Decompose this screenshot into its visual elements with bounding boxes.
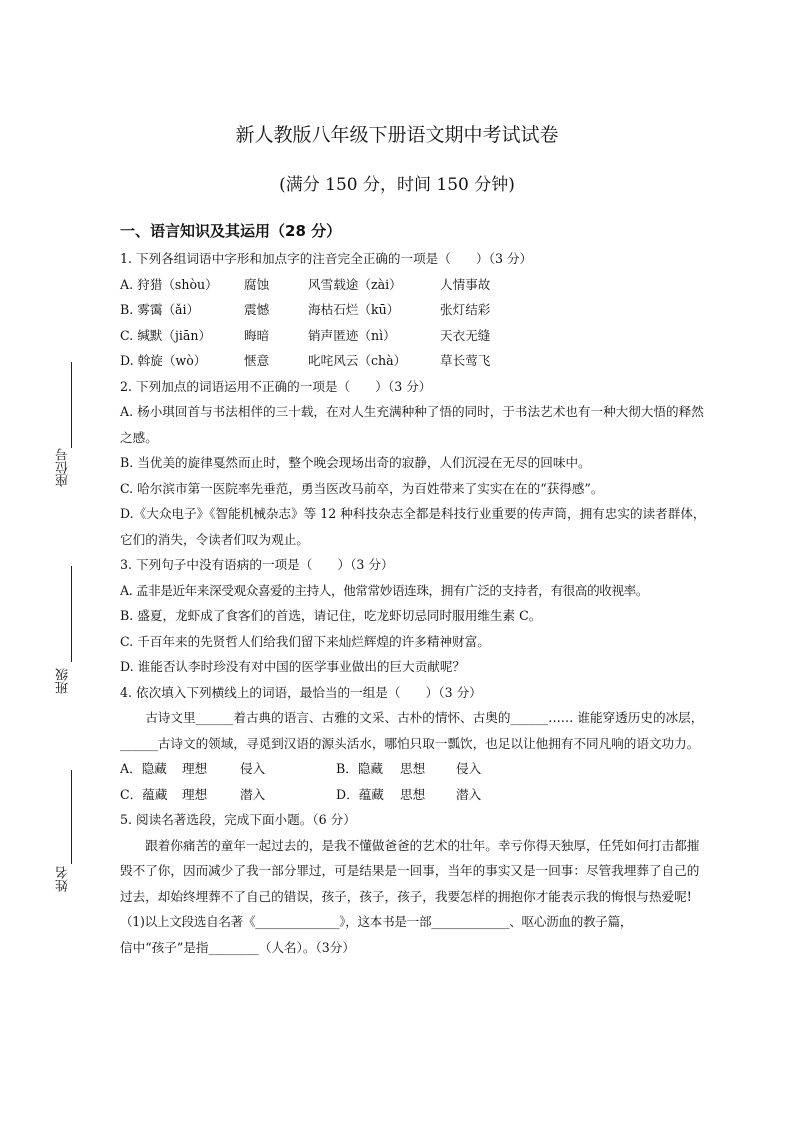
q1-d-4: 草长莺飞: [440, 353, 491, 368]
class-label: 班级: [56, 668, 71, 694]
q1-a-2: 腐蚀: [244, 276, 270, 292]
q1-option-b: [120, 297, 710, 323]
q3-option-c: C. 千百年来的先贤哲人们给我们留下来灿烂辉煌的许多精神财富。: [120, 633, 490, 649]
q1-c-4: 天衣无缝: [440, 327, 491, 343]
q4-options-row1: [120, 756, 710, 782]
q4-c-1: C．蕴藏: [120, 786, 168, 802]
q2-option-a: A. 杨小琪回首与书法相伴的三十载，在对人生充满种种了悟的同时，于书法艺术也有一种大彻大悟的释然之感。: [120, 404, 704, 445]
q4-a-1: A．隐藏: [120, 761, 167, 776]
q5-sub1-line2: 信中“孩子”是指________（人名）。（3分）: [120, 939, 355, 955]
q4-passage: 古诗文里______着古典的语言、古雅的文采、古朴的情怀、古奥的______…… 谁能穿透历史的冰层，______古诗文的领域，寻觅到汉语的源头活水，哪怕只取一瓢饮，也足以让他拥有不同凡响的语文功力。: [120, 710, 704, 751]
name-field: [54, 866, 72, 892]
q4-b-1: B．隐藏: [336, 761, 384, 776]
q5-sub1-line1: （1)以上文段选自名著《______________》，这本书是一部_____________、呕心沥血的教子篇，: [120, 914, 633, 929]
q4-d-2: 思想: [400, 786, 426, 802]
q1-c-3: 销声匿迹（nì）: [308, 327, 396, 343]
q4-options-row2: [120, 782, 710, 808]
q2-stem: 2. 下列加点的词语运用不正确的一项是（ ）（3 分）: [120, 378, 432, 394]
q1-option-d: [120, 348, 710, 374]
exam-subtitle: (满分 150 分，时间 150 分钟): [279, 175, 515, 195]
q3-option-a: A. 孟非是近年来深受观众喜爱的主持人，他常常妙语连珠，拥有广泛的支持者，有很高的收视率。: [120, 582, 649, 598]
q1-b-1: B. 雾霭（ǎi）: [120, 302, 200, 317]
q1-option-c: [120, 323, 710, 349]
class-underline: [71, 566, 72, 662]
q4-c-3: 潜入: [240, 786, 266, 802]
q1-a-1: A. 狩猎（shòu）: [120, 276, 218, 292]
q4-a-3: 侵入: [240, 761, 266, 776]
q2-option-b: B. 当优美的旋律戛然而止时，整个晚会现场出奇的寂静，人们沉浸在无尽的回味中。: [120, 455, 591, 470]
q4-stem: 4. 依次填入下列横线上的词语，最恰当的一组是（ ）（3 分）: [120, 684, 482, 700]
q5-stem: 5. 阅读名著选段，完成下面小题。（6 分）: [120, 812, 356, 827]
q1-c-1: C. 缄默（jiān）: [120, 327, 212, 343]
q1-d-2: 惬意: [244, 353, 270, 368]
q1-d-3: 叱咤风云（chà）: [308, 353, 407, 368]
q5-passage: 跟着你痛苦的童年一起过去的，是我不懂做爸爸的艺术的壮年。幸亏你得天独厚，任凭如何打击都摧毁不了你，因而减少了我一部分罪过，可是结果是一回事，当年的事实又是一回事：尽管我埋葬了自己的过去，却始终埋葬不了自己的错误，孩子，孩子，孩子，我要怎样的拥抱你才能表示我的悔恨与热爱呢!: [120, 837, 700, 904]
name-underline: [71, 770, 72, 864]
seat-underline: [71, 362, 72, 448]
q1-b-2: 震憾: [244, 302, 270, 317]
q4-c-2: 理想: [182, 786, 208, 802]
q3-option-b: B. 盛夏，龙虾成了食客们的首选，请记住，吃龙虾切忌同时服用维生素 C。: [120, 608, 542, 623]
q3-stem: 3. 下列句子中没有语病的一项是（ ）（3 分）: [120, 557, 394, 572]
q4-b-2: 思想: [400, 761, 426, 776]
q1-stem: 1. 下列各组词语中字形和加点字的注音完全正确的一项是（ ）（3 分）: [120, 251, 533, 266]
seat-label: 座位号: [56, 448, 71, 487]
q1-a-3: 风雪载途（zài）: [308, 276, 402, 292]
q2-option-d: D.《大众电子》《智能机械杂志》等 12 种科技杂志全都是科技行业重要的传声筒，拥有忠实的读者群体，它们的消失，令读者们叹为观止。: [120, 506, 706, 547]
class-field: [54, 668, 72, 694]
q1-c-2: 晦暗: [244, 327, 270, 343]
q4-a-2: 理想: [182, 761, 208, 776]
q4-d-3: 潜入: [456, 786, 482, 802]
q1-a-4: 人情事故: [440, 276, 491, 292]
exam-title: 新人教版八年级下册语文期中考试试卷: [235, 124, 559, 146]
q4-b-3: 侵入: [456, 761, 482, 776]
name-label: 姓名: [56, 866, 71, 892]
q2-option-c: C. 哈尔滨市第一医院率先垂范，勇当医改马前卒，为百姓带来了实实在在的“获得感”。: [120, 480, 604, 496]
q1-d-1: D. 斡旋（wò）: [120, 353, 207, 368]
question-content: [120, 246, 710, 960]
q3-option-d: D. 谁能否认李时珍没有对中国的医学事业做出的巨大贡献呢？: [120, 659, 466, 674]
q1-b-4: 张灯结彩: [440, 302, 491, 317]
q4-d-1: D．蕴藏: [336, 786, 384, 802]
section-heading: 一、语言知识及其运用（28 分）: [120, 222, 342, 240]
seat-field: [54, 448, 72, 487]
q1-option-a: [120, 272, 710, 298]
q1-b-3: 海枯石烂（kū）: [308, 302, 400, 317]
